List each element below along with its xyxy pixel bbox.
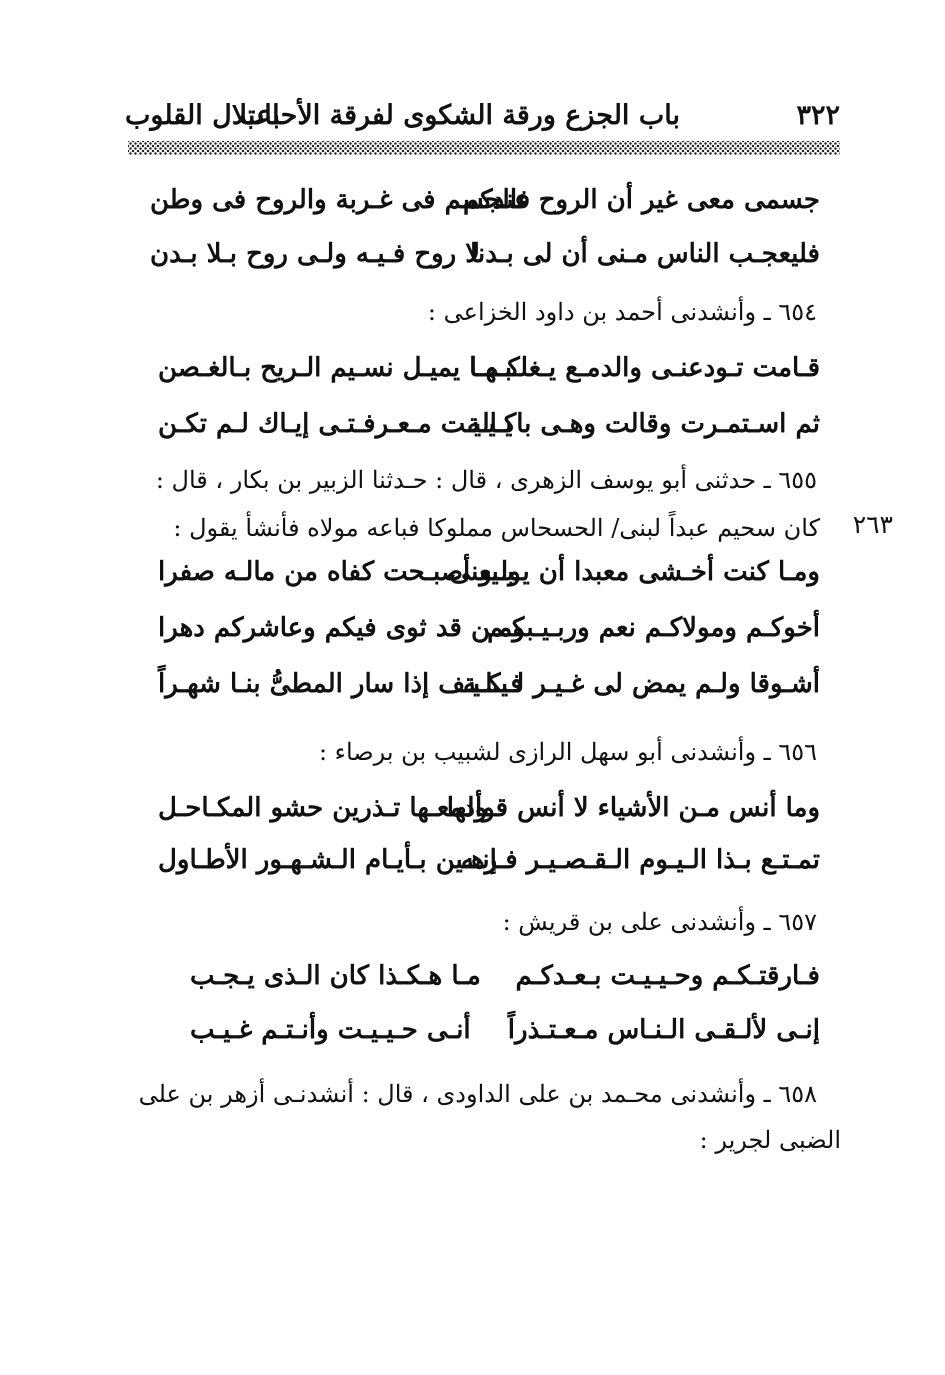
verse-first-hemistich: إنـى لألـقـى الـنـاس مـعـتـذراً [507,1015,820,1045]
report-656: ٦٥٦ ـ وأنشدنى أبو سهل الرازى لشبيب بن برصاء : [318,738,817,766]
report-655-continued: كان سحيم عبداً لبنى/ الحسحاس مملوكا فباعه مولاه فأنشأ يقول : [173,514,820,542]
margin-page-reference: ٢٦٣ [852,510,893,539]
report-657: ٦٥٧ ـ وأنشدنى على بن قريش : [502,908,817,936]
verse-second-hemistich: وأدمعـها تـذرين حشو المكـاحـل [158,793,495,823]
header-divider [128,141,840,155]
chapter-title: باب الجزع ورقة الشكوى لفرقة الأحباب [238,100,680,131]
verse-first-hemistich: أشـوقا ولـم يمض لى غـيـر لـيـلـة [463,669,820,699]
page-number: ٣٢٢ [796,100,840,131]
verse-second-hemistich: مـا هـكـذا كان الـذى يـجـب [190,961,481,991]
book-title: اعتلال القلوب [125,100,280,131]
verse-second-hemistich: أنـى حـيـيـت وأنـتـم غـيـب [190,1015,471,1045]
verse-second-hemistich: فالجسم فى غـربة والروح فى وطن [150,185,531,215]
verse-first-hemistich: جسمى معى غير أن الروح عندكم [463,185,820,215]
verse-second-hemistich: رهـين بـأيـام الـشـهـور الأطـاول [158,845,498,875]
report-654: ٦٥٤ ـ وأنشدنى أحمد بن داود الخزاعى : [427,298,817,326]
verse-first-hemistich: أخوكـم ومولاكـم نعم وربـيـبكـم [487,613,820,643]
verse-first-hemistich: تمـتـع بـذا الـيـوم الـقـصـيـر فـإنـه [460,845,820,875]
verse-second-hemistich: كـمـا يميـل نسـيم الـريح بـالغـصن [158,353,520,383]
verse-first-hemistich: ثم اسـتمـرت وقالت وهـى باكـيـة [466,409,820,439]
running-header [125,100,840,140]
verse-first-hemistich: ومـا كنت أخـشى معبدا أن يـبـيعنى [449,557,820,587]
verse-second-hemistich: ومـن قد ثوى فيكم وعاشركم دهرا [158,613,525,643]
report-658: ٦٥٨ ـ وأنشدنى محـمد بن على الداودى ، قال : أنشدنـى أزهر بن على [138,1080,817,1108]
report-655: ٦٥٥ ـ حدثنى أبو يوسف الزهرى ، قال : حـدثنا الزبير بن بكار ، قال : [155,466,817,494]
verse-first-hemistich: قـامت تـودعنـى والدمـع يـغلـبـهـا [469,353,820,383]
verse-second-hemistich: يـاليـت مـعـرفـتـى إيـاك لـم تكـن [158,409,513,439]
verse-second-hemistich: ولـو أصبـحت كفاه من مالـه صفرا [158,557,521,587]
report-658-continued: الضبى لجرير : [699,1126,841,1154]
verse-first-hemistich: وما أنس مـن الأشياء لا أنس قـولها [446,793,820,823]
verse-second-hemistich: فـكـيـف إذا سار المطىُّ بنـا شهـراً [158,669,523,699]
verse-first-hemistich: فـارقتـكـم وحـيـيـت بـعـدكـم [515,961,820,991]
verse-second-hemistich: لا روح فـيـه ولـى روح بـلا بـدن [150,239,481,269]
verse-first-hemistich: فليعجـب الناس مـنى أن لى بـدنا [470,239,820,269]
